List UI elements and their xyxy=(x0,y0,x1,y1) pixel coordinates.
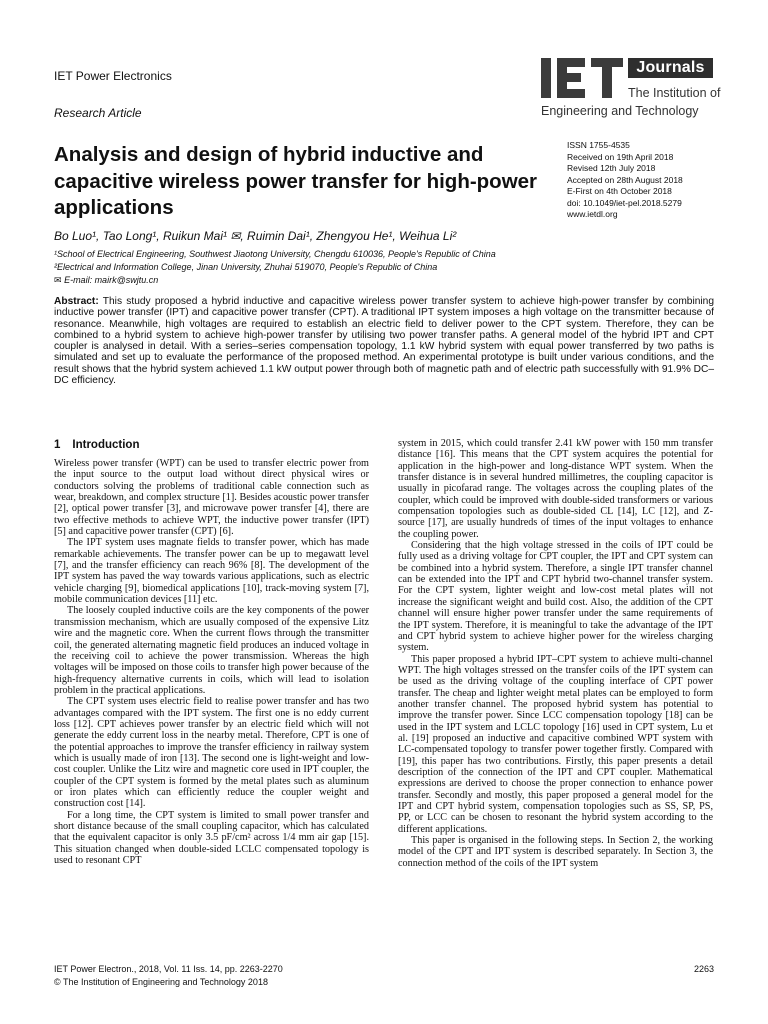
iet-logo xyxy=(541,58,721,122)
paragraph: The loosely coupled inductive coils are the key components of the power transmission mechanism, which are usually composed of the expensive Litz wire and the magnetic core. When the current flows through the transmitter coil, the generated alternating magnetic field produces an induced voltage in the receiving coil to achieve the power transmission. Whereas the high voltages will be imposed on those coils to transfer high power because of the high-frequency alternative currents in coils, which will lead to isolation problem in the practical applications. xyxy=(54,605,369,696)
logo-engineering-line: Engineering and Technology xyxy=(541,104,699,118)
paragraph: The IPT system uses magnate fields to transfer power, which has made remarkable achievements. The transfer power can be up to megawatt level [7], and the transfer efficiency can reach 96% [8]. The development of the IPT system has paved the way towards various applications, such as electric vehicle charging [9], biomedical applications [10], track-moving system [7], mobile communication devices [11] etc. xyxy=(54,537,369,606)
article-metadata xyxy=(567,140,683,221)
accepted-date: Accepted on 28th August 2018 xyxy=(567,174,683,185)
efirst-date: E-First on 4th October 2018 xyxy=(567,186,672,196)
left-column xyxy=(54,458,369,866)
paragraph: The CPT system uses electric field to realise power transfer and has two advantages compared with the IPT system. The first one is no eddy current loss [12]. CPT achieves power transfer by an electric field which will not generate the eddy current loss in the nearby metal. Therefore, CPT is one of the potential approaches to improve the transfer efficiency in railway system which is usually made of iron [13]. The second one is light-weight and low-cost coupler. Unlike the Litz wire and magnetic core used in IPT coupler, the coupler of the CPT system is formed by the metal plates such as aluminum or iron plates which can efficiently reduce the coupler weight and construction cost [14]. xyxy=(54,696,369,810)
article-title: Analysis and design of hybrid inductive and capacitive wireless power transfer for high-power applications xyxy=(54,143,538,219)
section-heading xyxy=(54,439,151,451)
footer-copyright: © The Institution of Engineering and Technology 2018 xyxy=(54,977,268,987)
revised-date: Revised 12th July 2018 xyxy=(567,163,656,173)
paragraph: This paper is organised in the following steps. In Section 2, the working model of the CPT and IPT system is described separately. In Section 3, the connection method of the coils of the IPT system xyxy=(398,835,713,869)
author-list: Bo Luo¹, Tao Long¹, Ruikun Mai¹ ✉, Ruimin Dai¹, Zhengyou He¹, Weihua Li² xyxy=(54,229,457,243)
section-title: Introduction xyxy=(72,439,140,451)
paragraph: system in 2015, which could transfer 2.41 kW power with 150 mm transfer distance [16]. This means that the CPT system acquires the potential for application in the high-power and long-distance WPT system. When the transfer distance is in several hundred millimetres, the coupling capacitor is usually in picofarad range. The voltages across the coupling plates of the coupler, which could be improved with double-sided transformers or various compensation topologies such as double-sided CL [14], LC [12], and Z-source [17], are usually hundreds of times of the input voltages to enhance the coupling power. xyxy=(398,438,713,540)
corresponding-email[interactable] xyxy=(54,275,158,286)
iet-logo-letters xyxy=(541,58,623,98)
section-number: 1 xyxy=(54,439,61,451)
affiliation-1: ¹School of Electrical Engineering, Southwest Jiaotong University, Chengdu 610036, People's Republic of China xyxy=(54,249,496,259)
email-text[interactable]: E-mail: mairk@swjtu.cn xyxy=(64,275,159,285)
right-column xyxy=(398,438,713,869)
paragraph: Considering that the high voltage stressed in the coils of IPT could be fully used as a driving voltage for CPT coupler, the IPT and CPT system can be combined into a hybrid system. Therefore, a single IPT transfer channel can be extended into the IPT and CPT hybrid two-channel transfer system. For the CPT system, lighter weight and low-cost metal plates will not increase the significant weight and build cost. Also, the addition of the CPT channel will ensure higher power transfer under the same requirements of the IPT system. Therefore, it is meaningful to take the advantage of the IPT and CPT hybrid system to achieve higher power for the wireless charging system. xyxy=(398,540,713,654)
doi[interactable]: doi: 10.1049/iet-pel.2018.5279 xyxy=(567,197,682,208)
abstract-text: This study proposed a hybrid inductive and capacitive wireless power transfer system to achieve high-power transfer by combining inductive power transfer (IPT) and capacitive power transfer (CPT). A traditional IPT system imposes a high voltage on the transmitter because of resonance. Meanwhile, high voltages are required to establish an electric field to deliver power to the CPT system. Therefore, they can be combined to a hybrid system to achieve high-power transfer by utilising two power transfer paths. A general model of the hybrid IPT and CPT coupler is analysed in detail. With a series–series compensation topology, 1.1 kW hybrid system with equal power transferred by two paths is simulated and set up to evaluate the performance of the proposed method. An experimental prototype is built under various conditions, and the result shows that the hybrid system achieved 1.1 kW output power through both of magnetic path and of electric path successfully with 91.9% DC–DC efficiency. xyxy=(54,296,714,387)
paragraph: This paper proposed a hybrid IPT–CPT system to achieve multi-channel WPT. The high voltages stressed on the transfer coils of the IPT system can be used as the driving voltage of the coupling interface of CPT power transfer. The cheap and lighter weight metal plates can be employed to form another transfer channel. The proposed hybrid system has potential to improve the transfer power. Since LCC compensation topology [18] can be used in the IPT system and LCLC topology [16] used in CPT system, Lu et al. [19] proposed an inductive and capacitive combined WPT system with LC-compensated topology to transfer power together firstly. Compared with [19], this paper has two contributions. Firstly, this paper presents a detail description of the connection of the IPT and CPT coupler. Mathematical expressions are derived to choose the proper connection to enhance power transfer. Secondly and mostly, this paper proposed a general model for the IPT and CPT hybrid system, compensation topologies such as SS, SP, PS, PP, or LCC can be chosen to resonant the hybrid system according to the different applications. xyxy=(398,653,713,835)
logo-institution-line: The Institution of xyxy=(628,86,721,100)
journal-name: IET Power Electronics xyxy=(54,69,172,83)
abstract-label: Abstract: xyxy=(54,296,99,307)
article-type: Research Article xyxy=(54,106,142,120)
issn: ISSN 1755-4535 xyxy=(567,140,630,150)
paragraph: For a long time, the CPT system is limited to small power transfer and short distance because of the small coupling capacitor, which has calculated that the equivalent capacitor is only 3.5 pF/cm² across 1/4 mm air gap [15]. This situation changed when double-sided LCLC compensated topology is used to resonant CPT xyxy=(54,809,369,867)
received-date: Received on 19th April 2018 xyxy=(567,151,674,162)
footer-citation: IET Power Electron., 2018, Vol. 11 Iss. 14, pp. 2263-2270 xyxy=(54,964,283,974)
journals-badge: Journals xyxy=(628,58,713,78)
page-number: 2263 xyxy=(693,964,714,974)
journal-url[interactable]: www.ietdl.org xyxy=(567,209,618,219)
affiliation-2: ²Electrical and Information College, Jinan University, Zhuhai 519070, People's Republic of China xyxy=(54,262,438,272)
mail-icon: ✉ xyxy=(54,275,62,285)
paragraph: Wireless power transfer (WPT) can be used to transfer electric power from the input source to the output load without direct physical wires or conductors solving the problems of traditional cable connection such as wear, breakdown, and complex structure [1]. Besides acoustic power transfer [2], optical power transfer [3], and microwave power transfer [4], there are two effective methods to achieve WPT, the inductive power transfer (IPT) [5] and capacitive power transfer (CPT) [6]. xyxy=(54,458,369,538)
abstract xyxy=(54,296,714,386)
